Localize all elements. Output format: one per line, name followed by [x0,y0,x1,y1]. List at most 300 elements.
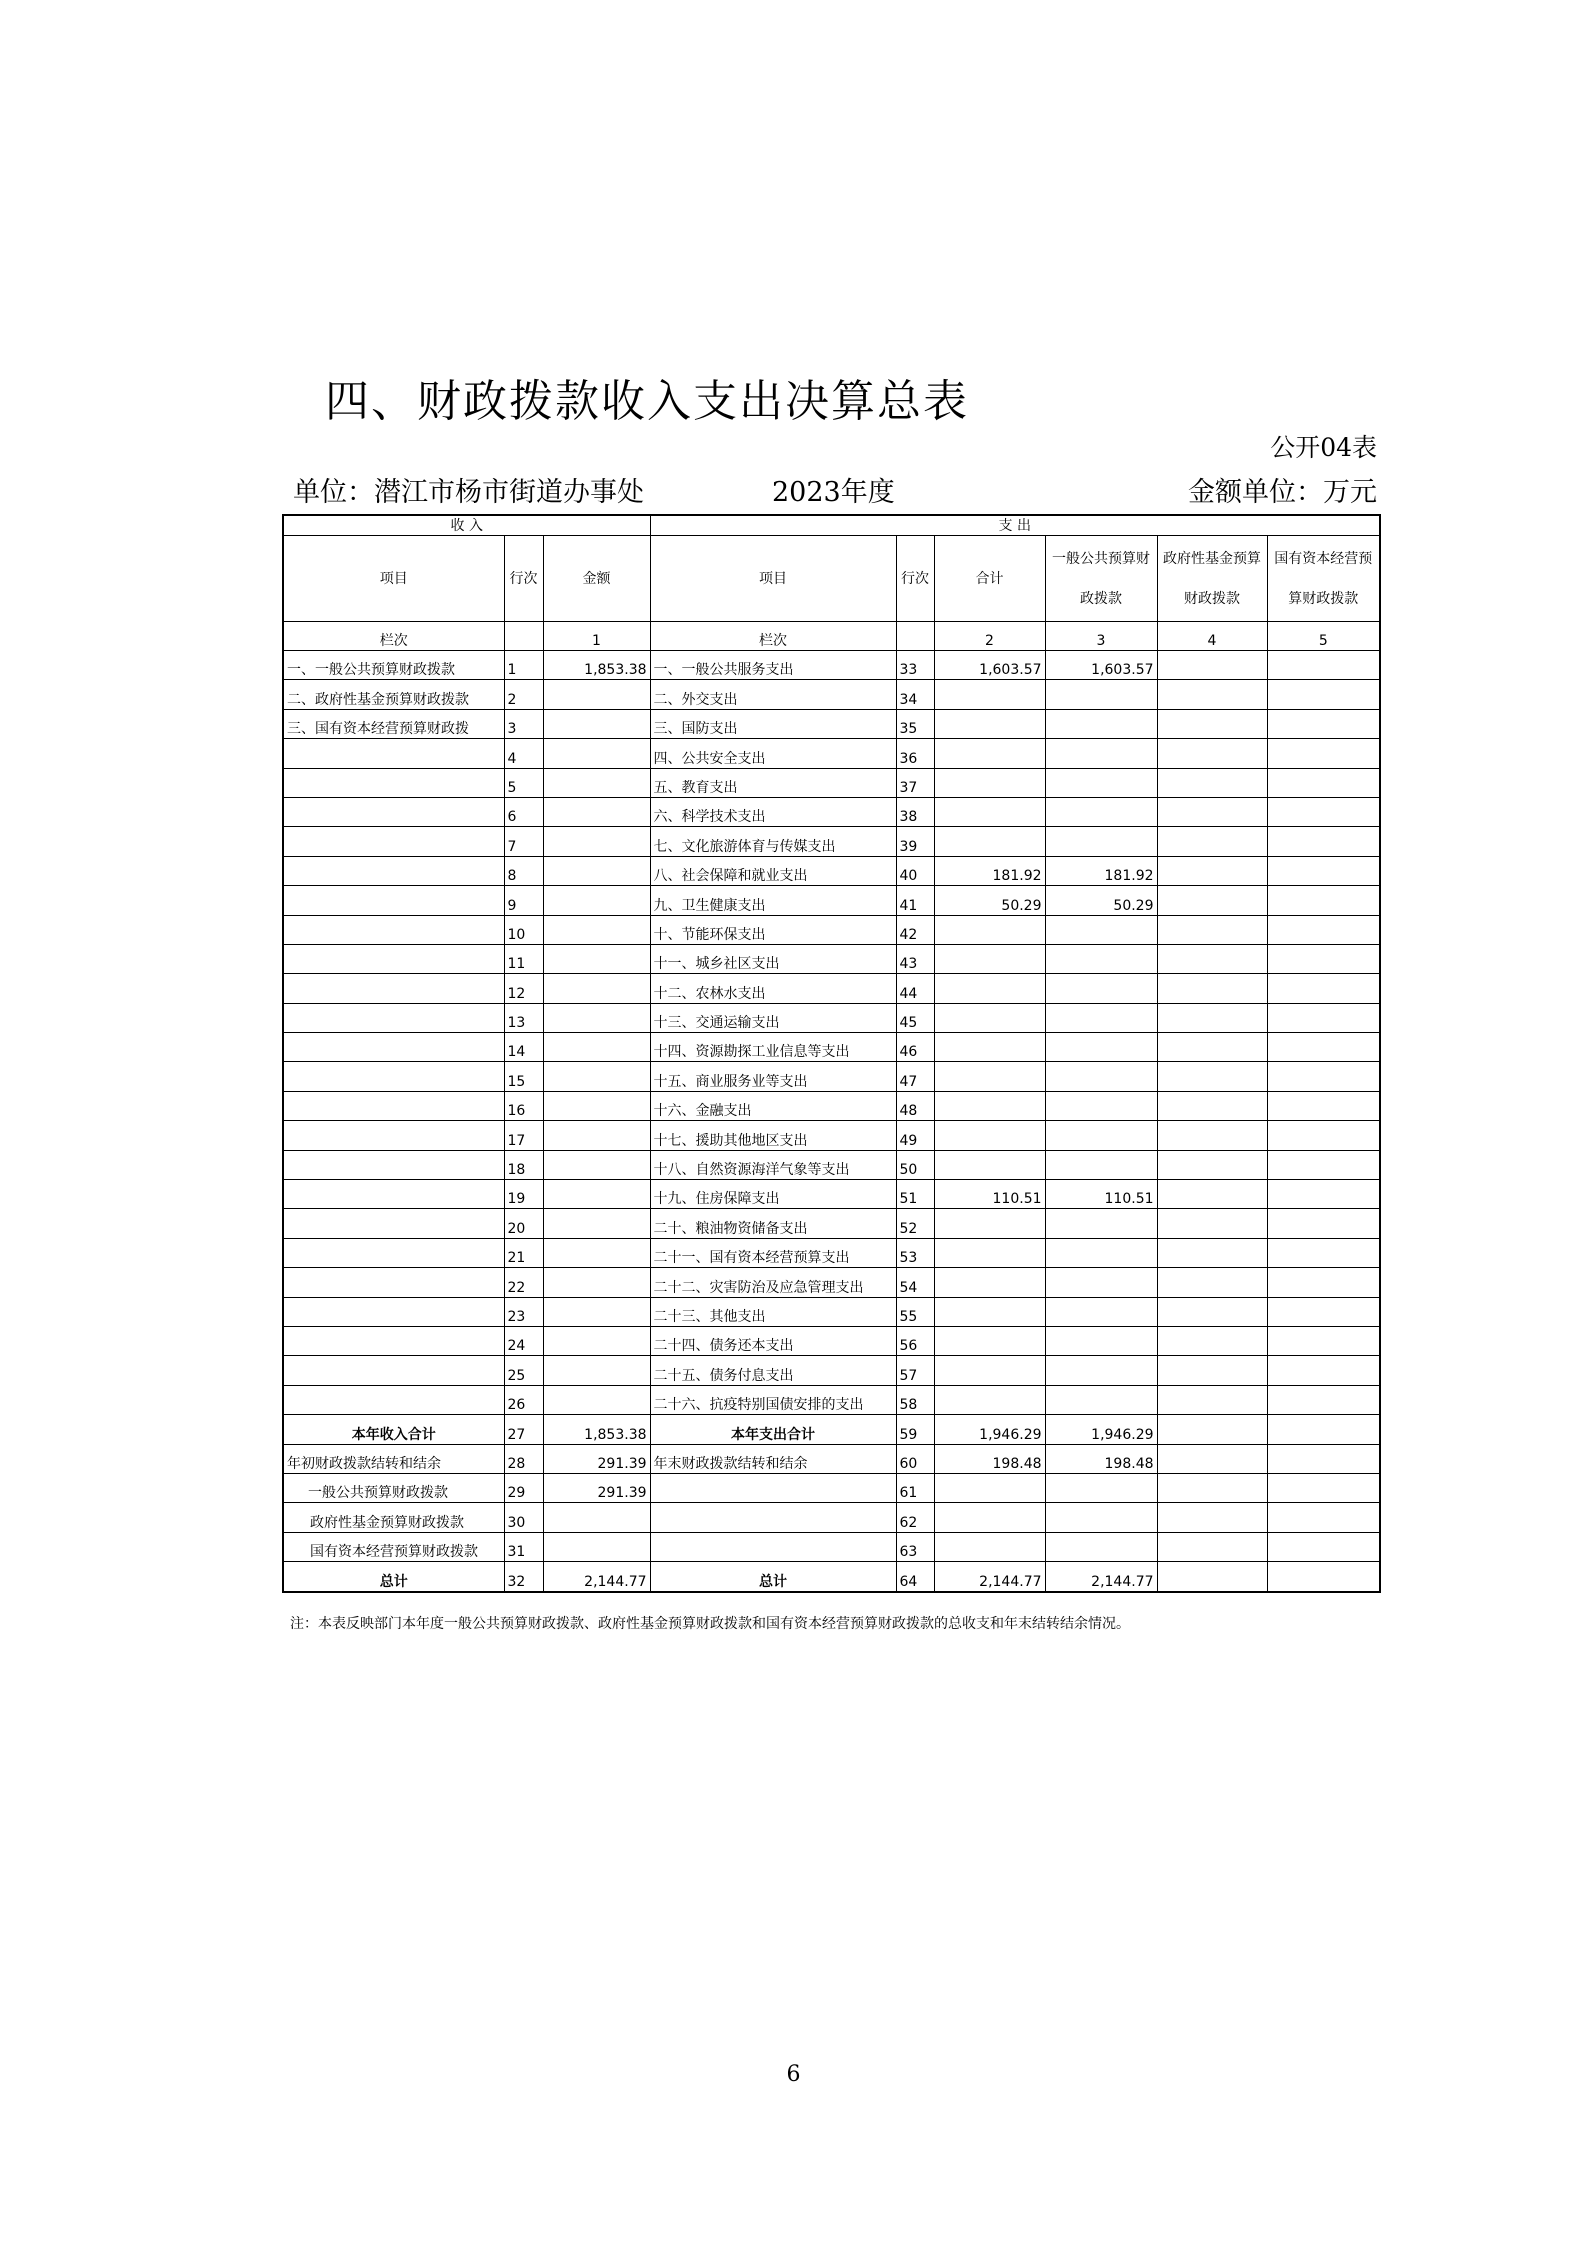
income-amount [543,1062,650,1091]
expense-total [934,709,1045,738]
income-item [283,1356,504,1385]
expense-total [934,1238,1045,1267]
colno-4: 4 [1157,622,1267,651]
expense-total [934,1356,1045,1385]
expense-total [934,1033,1045,1062]
expense-state-capital [1267,768,1380,797]
expense-state-capital [1267,856,1380,885]
expense-general-budget [1045,974,1157,1003]
income-amount [543,1003,650,1032]
income-line-no: 10 [504,915,543,944]
income-amount [543,680,650,709]
expense-gov-fund [1157,915,1267,944]
income-item: 一、一般公共预算财政拨款 [283,651,504,680]
blank-cell [1045,1532,1157,1561]
expense-item: 十九、住房保障支出 [650,1180,896,1209]
expense-state-capital [1267,1091,1380,1120]
expense-line-no: 42 [896,915,934,944]
expense-line-no: 36 [896,739,934,768]
blank-cell [650,1503,896,1532]
table-row [283,1268,1380,1297]
expense-general-budget [1045,915,1157,944]
expense-line-no: 38 [896,797,934,826]
income-amount [543,1326,650,1355]
expense-gov-fund [1157,856,1267,885]
expense-total [934,974,1045,1003]
end-balance-no: 60 [896,1444,934,1473]
expense-state-capital [1267,1385,1380,1414]
expense-line-no: 35 [896,709,934,738]
expense-total-total: 1,946.29 [934,1415,1045,1444]
blank-cell [650,1473,896,1502]
expense-state-capital [1267,1209,1380,1238]
expense-gov-fund [1157,1209,1267,1238]
expense-total [934,1003,1045,1032]
header-gov-fund: 政府性基金预算财政拨款 [1157,536,1267,622]
income-amount [543,915,650,944]
expense-total [934,739,1045,768]
income-item [283,1003,504,1032]
income-item [283,886,504,915]
income-line-no: 20 [504,1209,543,1238]
table-row [283,944,1380,973]
table-row [283,1062,1380,1091]
expense-total-label: 本年支出合计 [650,1415,896,1444]
income-line-no: 9 [504,886,543,915]
colno-income-label: 栏次 [283,622,504,651]
blank-cell [934,1503,1045,1532]
expense-general-budget [1045,944,1157,973]
header-state-capital: 国有资本经营预算财政拨款 [1267,536,1380,622]
expense-total [934,797,1045,826]
expense-total: 110.51 [934,1180,1045,1209]
income-amount [543,709,650,738]
expense-line-no: 52 [896,1209,934,1238]
income-line-no: 11 [504,944,543,973]
expense-general-budget [1045,1238,1157,1267]
header-income-line-no: 行次 [504,536,543,622]
income-line-no: 13 [504,1003,543,1032]
expense-line-no: 58 [896,1385,934,1414]
table-row [283,709,1380,738]
expense-state-capital [1267,1356,1380,1385]
expense-item: 五、教育支出 [650,768,896,797]
expense-item: 三、国防支出 [650,709,896,738]
expense-general-budget [1045,1209,1157,1238]
income-amount [543,1297,650,1326]
header-expense-item: 项目 [650,536,896,622]
colno-expense-label: 栏次 [650,622,896,651]
income-line-no: 14 [504,1033,543,1062]
blank-cell [650,1532,896,1561]
income-item [283,827,504,856]
income-item [283,1180,504,1209]
grand-total-row [283,1562,1380,1592]
expense-general-budget: 50.29 [1045,886,1157,915]
expense-state-capital [1267,1150,1380,1179]
income-amount [543,1238,650,1267]
balance-row [283,1444,1380,1473]
expense-total [934,1062,1045,1091]
expense-gov-fund [1157,1150,1267,1179]
colno-3: 3 [1045,622,1157,651]
begin-capital-row [283,1532,1380,1561]
expense-total [934,1385,1045,1414]
expense-item: 六、科学技术支出 [650,797,896,826]
expense-state-capital [1267,1121,1380,1150]
expense-item: 二十一、国有资本经营预算支出 [650,1238,896,1267]
expense-total [934,680,1045,709]
income-line-no: 7 [504,827,543,856]
colno-1: 1 [543,622,650,651]
expense-line-no: 54 [896,1268,934,1297]
income-amount [543,886,650,915]
blank-cell [543,1503,650,1532]
expense-total [934,827,1045,856]
header-income-item: 项目 [283,536,504,622]
income-line-no: 18 [504,1150,543,1179]
income-item: 二、政府性基金预算财政拨款 [283,680,504,709]
expense-total [934,1297,1045,1326]
header-total: 合计 [934,536,1045,622]
blank-cell [1267,1503,1380,1532]
income-line-no: 23 [504,1297,543,1326]
expense-total [934,1091,1045,1120]
expense-general-budget [1045,1150,1157,1179]
table-row [283,680,1380,709]
income-line-no: 1 [504,651,543,680]
expense-total [934,944,1045,973]
expense-total [934,1209,1045,1238]
expense-section-header: 支 出 [650,515,1380,536]
blank-cell [1267,1473,1380,1502]
expense-item: 十八、自然资源海洋气象等支出 [650,1150,896,1179]
table-row [283,1385,1380,1414]
expense-general-budget [1045,709,1157,738]
expense-total-general: 1,946.29 [1045,1415,1157,1444]
income-item [283,856,504,885]
expense-item: 十三、交通运输支出 [650,1003,896,1032]
expense-line-no: 39 [896,827,934,856]
expense-item: 十五、商业服务业等支出 [650,1062,896,1091]
table-row [283,1150,1380,1179]
expense-line-no: 57 [896,1356,934,1385]
expense-line-no: 49 [896,1121,934,1150]
blank-cell [934,1532,1045,1561]
expense-gov-fund [1157,1326,1267,1355]
income-item: 三、国有资本经营预算财政拨 [283,709,504,738]
table-row [283,856,1380,885]
income-amount [543,1385,650,1414]
expense-item: 十一、城乡社区支出 [650,944,896,973]
expense-general-budget: 181.92 [1045,856,1157,885]
expense-gov-fund [1157,1385,1267,1414]
expense-line-no: 55 [896,1297,934,1326]
expense-state-capital [1267,1062,1380,1091]
expense-line-no: 43 [896,944,934,973]
year-label: 2023年度 [772,477,895,508]
income-line-no: 8 [504,856,543,885]
grand-total-ex-total: 2,144.77 [934,1562,1045,1592]
expense-gov-fund [1157,739,1267,768]
grand-total-ex-general: 2,144.77 [1045,1562,1157,1592]
grand-total-ex-no: 64 [896,1562,934,1592]
begin-fund-row [283,1503,1380,1532]
expense-item: 二十二、灾害防治及应急管理支出 [650,1268,896,1297]
expense-total [934,915,1045,944]
income-item [283,1062,504,1091]
expense-gov-fund [1157,651,1267,680]
income-item [283,1150,504,1179]
income-item [283,768,504,797]
unit-label: 单位：潜江市杨市街道办事处 [293,477,644,508]
income-amount [543,1033,650,1062]
header-income-amount: 金额 [543,536,650,622]
end-balance-label: 年末财政拨款结转和结余 [650,1444,896,1473]
expense-general-budget: 1,603.57 [1045,651,1157,680]
expense-total [934,768,1045,797]
expense-total-no: 59 [896,1415,934,1444]
expense-item: 十六、金融支出 [650,1091,896,1120]
expense-general-budget [1045,1268,1157,1297]
income-amount [543,797,650,826]
income-line-no: 22 [504,1268,543,1297]
income-item [283,944,504,973]
expense-total [934,1121,1045,1150]
expense-general-budget [1045,1033,1157,1062]
expense-gov-fund [1157,1091,1267,1120]
expense-total: 1,603.57 [934,651,1045,680]
expense-state-capital [1267,797,1380,826]
header-expense-line-no: 行次 [896,536,934,622]
expense-total [934,1150,1045,1179]
income-amount [543,1091,650,1120]
expense-line-no: 51 [896,1180,934,1209]
expense-state-capital [1267,886,1380,915]
expense-gov-fund [1157,1356,1267,1385]
expense-line-no: 44 [896,974,934,1003]
income-line-no: 17 [504,1121,543,1150]
expense-gov-fund [1157,944,1267,973]
table-row [283,768,1380,797]
income-item [283,1091,504,1120]
colno-5: 5 [1267,622,1380,651]
expense-gov-fund [1157,1003,1267,1032]
expense-total-capital [1267,1415,1380,1444]
expense-item: 十二、农林水支出 [650,974,896,1003]
expense-line-no: 33 [896,651,934,680]
table-row [283,1033,1380,1062]
form-code: 公开04表 [1270,433,1377,462]
income-amount [543,1268,650,1297]
expense-gov-fund [1157,827,1267,856]
table-row [283,886,1380,915]
page-number: 6 [786,2062,801,2087]
begin-balance-label: 年初财政拨款结转和结余 [283,1444,504,1473]
income-item [283,797,504,826]
expense-state-capital [1267,1033,1380,1062]
income-line-no: 21 [504,1238,543,1267]
income-amount [543,974,650,1003]
income-line-no: 3 [504,709,543,738]
income-amount [543,739,650,768]
begin-fund-label: 政府性基金预算财政拨款 [283,1503,504,1532]
blank-cell [1045,1503,1157,1532]
expense-total-fund [1157,1415,1267,1444]
page-title: 四、财政拨款收入支出决算总表 [325,376,969,427]
income-amount [543,856,650,885]
expense-gov-fund [1157,1238,1267,1267]
expense-item: 二十三、其他支出 [650,1297,896,1326]
expense-line-no: 56 [896,1326,934,1355]
blank-cell [1157,1562,1267,1592]
begin-balance-amount: 291.39 [543,1444,650,1473]
income-amount [543,1356,650,1385]
expense-item: 十、节能环保支出 [650,915,896,944]
income-amount [543,768,650,797]
expense-line-no: 53 [896,1238,934,1267]
begin-fund-no: 30 [504,1503,543,1532]
expense-general-budget [1045,1356,1157,1385]
end-balance-capital [1267,1444,1380,1473]
expense-gov-fund [1157,1180,1267,1209]
expense-state-capital [1267,1003,1380,1032]
expense-line-no: 50 [896,1150,934,1179]
expense-item: 十七、援助其他地区支出 [650,1121,896,1150]
expense-state-capital [1267,827,1380,856]
expense-line-no: 46 [896,1033,934,1062]
income-line-no: 6 [504,797,543,826]
table-note: 注：本表反映部门本年度一般公共预算财政拨款、政府性基金预算财政拨款和国有资本经营预算财政拨款的总收支和年末结转结余情况。 [290,1616,1130,1632]
expense-line-no: 40 [896,856,934,885]
grand-total-label: 总计 [283,1562,504,1592]
expense-item: 一、一般公共服务支出 [650,651,896,680]
total-row [283,1415,1380,1444]
begin-general-row [283,1473,1380,1502]
expense-state-capital [1267,651,1380,680]
table-row [283,651,1380,680]
table-row [283,739,1380,768]
income-total-amount: 1,853.38 [543,1415,650,1444]
expense-gov-fund [1157,1268,1267,1297]
table-row [283,1209,1380,1238]
expense-general-budget [1045,1091,1157,1120]
expense-line-no: 34 [896,680,934,709]
table-row [283,1297,1380,1326]
table-row [283,1003,1380,1032]
expense-gov-fund [1157,1062,1267,1091]
expense-line-no: 47 [896,1062,934,1091]
colno-2: 2 [934,622,1045,651]
section-row [283,515,1380,536]
expense-line-no: 41 [896,886,934,915]
income-amount [543,1209,650,1238]
colno-blank [504,622,543,651]
expense-total: 50.29 [934,886,1045,915]
expense-state-capital [1267,915,1380,944]
expense-gov-fund [1157,886,1267,915]
end-balance-general: 198.48 [1045,1444,1157,1473]
income-amount: 1,853.38 [543,651,650,680]
table-row [283,915,1380,944]
income-amount [543,827,650,856]
income-line-no: 25 [504,1356,543,1385]
income-amount [543,944,650,973]
expense-gov-fund [1157,768,1267,797]
begin-general-no: 29 [504,1473,543,1502]
income-line-no: 12 [504,974,543,1003]
expense-line-no: 62 [896,1503,934,1532]
expense-line-no: 63 [896,1532,934,1561]
expense-item: 二、外交支出 [650,680,896,709]
expense-general-budget [1045,1326,1157,1355]
blank-cell [1157,1473,1267,1502]
blank-cell [934,1473,1045,1502]
income-amount [543,1121,650,1150]
income-total-no: 27 [504,1415,543,1444]
income-line-no: 15 [504,1062,543,1091]
expense-state-capital [1267,739,1380,768]
grand-total-ex-label: 总计 [650,1562,896,1592]
begin-capital-no: 31 [504,1532,543,1561]
expense-item: 二十四、债务还本支出 [650,1326,896,1355]
table-row [283,1091,1380,1120]
income-item [283,739,504,768]
income-line-no: 26 [504,1385,543,1414]
blank-cell [543,1532,650,1561]
expense-item: 二十六、抗疫特别国债安排的支出 [650,1385,896,1414]
income-total-label: 本年收入合计 [283,1415,504,1444]
expense-total [934,1326,1045,1355]
expense-state-capital [1267,1268,1380,1297]
expense-item: 七、文化旅游体育与传媒支出 [650,827,896,856]
table-row [283,1121,1380,1150]
table-row [283,827,1380,856]
table-row [283,974,1380,1003]
grand-total-in-no: 32 [504,1562,543,1592]
income-item [283,1238,504,1267]
expense-total [934,1268,1045,1297]
income-item [283,1385,504,1414]
expense-state-capital [1267,944,1380,973]
money-unit-label: 金额单位：万元 [1188,477,1377,508]
income-amount [543,1180,650,1209]
income-line-no: 19 [504,1180,543,1209]
expense-state-capital [1267,680,1380,709]
table-row [283,1238,1380,1267]
expense-general-budget [1045,1121,1157,1150]
income-line-no: 2 [504,680,543,709]
blank-cell [1267,1532,1380,1561]
expense-general-budget [1045,1297,1157,1326]
income-item [283,1209,504,1238]
end-balance-fund [1157,1444,1267,1473]
expense-gov-fund [1157,709,1267,738]
table-row [283,1180,1380,1209]
blank-cell [1157,1503,1267,1532]
income-line-no: 4 [504,739,543,768]
income-item [283,1121,504,1150]
expense-item: 二十、粮油物资储备支出 [650,1209,896,1238]
expense-general-budget [1045,827,1157,856]
income-item [283,1297,504,1326]
begin-balance-no: 28 [504,1444,543,1473]
expense-line-no: 48 [896,1091,934,1120]
header-general-budget: 一般公共预算财政拨款 [1045,536,1157,622]
table-row [283,1326,1380,1355]
expense-general-budget [1045,1062,1157,1091]
expense-state-capital [1267,1297,1380,1326]
